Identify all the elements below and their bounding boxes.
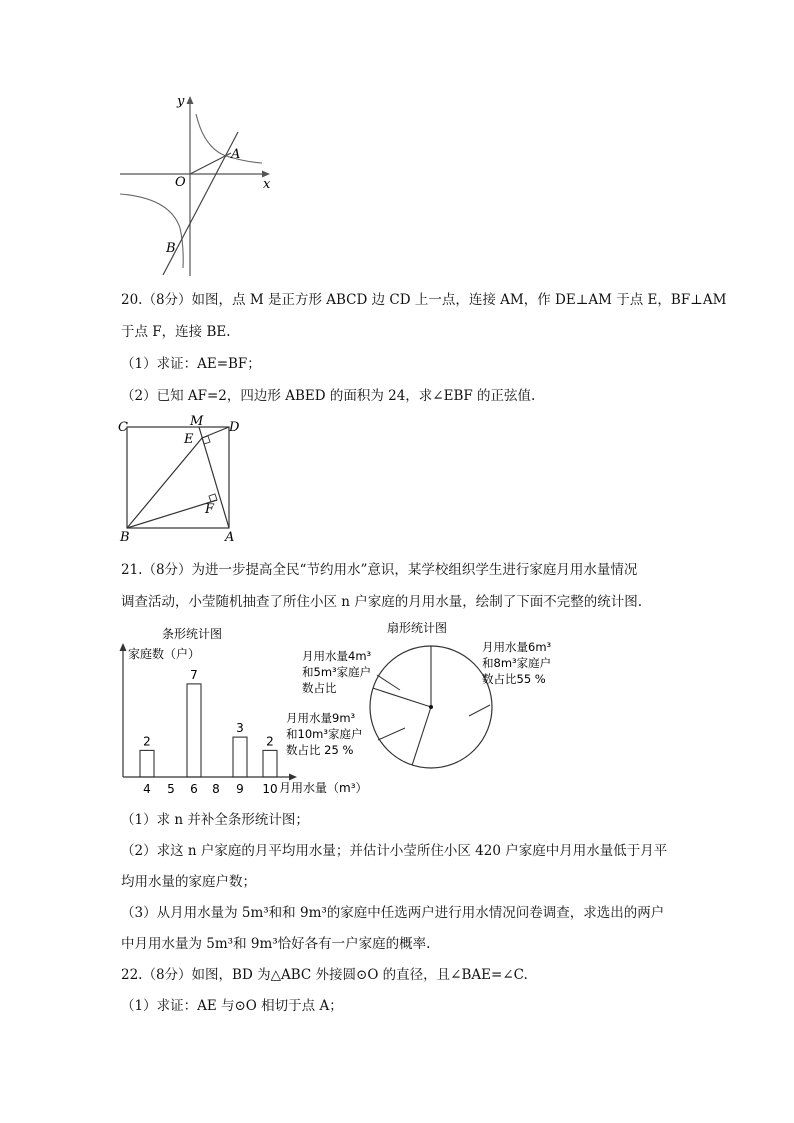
label-c: C xyxy=(118,420,128,435)
y-axis-label: y xyxy=(177,94,185,109)
hyperbola-branch-left xyxy=(120,194,183,268)
slice-2-label-line2: 和10m³家庭户 xyxy=(286,727,363,741)
bar-value-label-4: 2 xyxy=(143,734,151,749)
slice-2-label-line3: 数占比 25 % xyxy=(286,743,354,757)
label-a: A xyxy=(225,530,235,545)
bar-10 xyxy=(263,750,277,777)
slice-3-label-line2: 和5m³家庭户 xyxy=(302,665,372,679)
q20-part2: （2）已知 AF=2，四边形 ABED 的面积为 24，求∠EBF 的正弦值. xyxy=(121,388,536,404)
label-d: D xyxy=(229,420,240,435)
q21-part3b: 中月用水量为 5m³和 9m³恰好各有一户家庭的概率. xyxy=(121,936,431,952)
x-tick-label-9: 9 xyxy=(236,782,244,796)
slice-3-label-line3: 数占比 xyxy=(302,681,337,695)
x-tick-label-6: 6 xyxy=(190,782,198,796)
bar-chart-title: 条形统计图 xyxy=(162,627,223,641)
q21-part2a: （2）求这 n 户家庭的月平均用水量；并估计小莹所住小区 420 户家庭中月用水量低于月平 xyxy=(121,843,668,859)
q22-line1: 22.（8分）如图，BD 为△ABC 外接圆⊙O 的直径，且∠BAE=∠C. xyxy=(121,967,528,983)
bar-y-axis-label: 家庭数（户） xyxy=(128,647,201,661)
y-axis-arrow xyxy=(187,96,194,104)
point-b-label: B xyxy=(166,241,176,256)
label-b: B xyxy=(120,530,130,545)
slice-1-label-line1: 月用水量6m³ xyxy=(482,640,552,654)
bar-4 xyxy=(140,750,154,777)
pie-chart-title: 扇形统计图 xyxy=(387,621,448,635)
q20-part1: （1）求证：AE=BF； xyxy=(121,356,261,372)
x-tick-label-10: 10 xyxy=(262,782,278,796)
slice-3-label-line1: 月用水量4m³ xyxy=(302,649,372,663)
segment-bf xyxy=(127,500,217,528)
label-f: F xyxy=(205,502,215,517)
segment-be xyxy=(127,438,202,528)
q20-line1: 20.（8分）如图，点 M 是正方形 ABCD 边 CD 上一点，连接 AM，作 DE⊥AM 于点 E，BF⊥AM xyxy=(121,292,727,308)
bar-value-label-6: 7 xyxy=(190,667,198,682)
point-a-label: A xyxy=(231,147,241,162)
leader-slice-2 xyxy=(378,728,405,740)
origin-label: O xyxy=(175,175,186,190)
bar-6 xyxy=(187,684,201,777)
q21-part1: （1）求 n 并补全条形统计图； xyxy=(121,812,309,828)
x-tick-label-4: 4 xyxy=(143,782,151,796)
hyperbola-branch-right xyxy=(196,114,262,163)
q21-line1: 21.（8分）为进一步提高全民“节约用水”意识，某学校组织学生进行家庭月用水量情况 xyxy=(121,562,638,578)
slice-2-label-line1: 月用水量9m³ xyxy=(286,711,356,725)
segment-oa xyxy=(190,153,231,174)
hyperbola-figure xyxy=(116,92,276,280)
pie-divider-3 xyxy=(373,688,431,707)
slice-1-label-line3: 数占比55 % xyxy=(482,672,546,686)
label-m: M xyxy=(190,414,204,429)
bar-value-label-9: 3 xyxy=(236,721,244,736)
pie-center xyxy=(429,705,433,709)
square-figure xyxy=(116,413,246,545)
bar-x-axis-label: 月用水量（m³） xyxy=(279,781,368,795)
bar-9 xyxy=(233,737,247,777)
leader-slice-3 xyxy=(377,675,400,690)
label-e: E xyxy=(184,432,194,447)
q21-part3a: （3）从月用水量为 5m³和和 9m³的家庭中任选两户进行用水情况问卷调查，求选出的两户 xyxy=(121,905,665,921)
q22-part1: （1）求证：AE 与⊙O 相切于点 A； xyxy=(121,998,343,1014)
x-tick-label-8: 8 xyxy=(212,782,220,796)
q21-part2b: 均用水量的家庭户数； xyxy=(121,874,256,890)
x-axis-label: x xyxy=(263,177,271,192)
q21-line2: 调查活动，小莹随机抽查了所住小区 n 户家庭的月用水量，绘制了下面不完整的统计图. xyxy=(121,594,643,610)
q20-line2: 于点 F，连接 BE. xyxy=(121,324,231,340)
slice-1-label-line2: 和8m³家庭户 xyxy=(482,656,552,670)
leader-slice-1 xyxy=(469,705,490,716)
pie-chart xyxy=(276,615,596,805)
bar-y-axis-arrow xyxy=(120,643,127,651)
bar-value-label-10: 2 xyxy=(266,734,274,749)
pie-divider-2 xyxy=(412,707,431,765)
x-tick-label-5: 5 xyxy=(167,782,175,796)
